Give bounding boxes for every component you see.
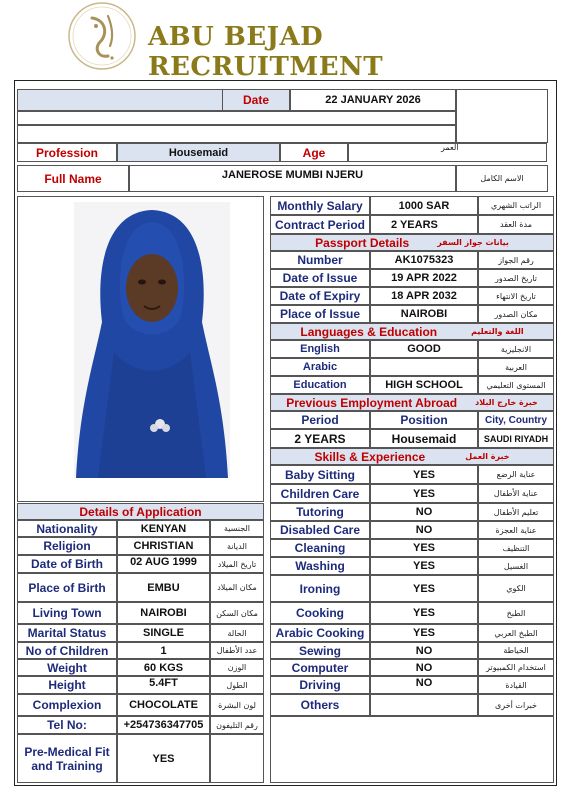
skills-title-ar: خبرة العمل: [465, 452, 510, 461]
skill-others-label: Others: [270, 694, 370, 716]
age-label: Age: [280, 143, 348, 162]
skill-ironing-label: Ironing: [270, 575, 370, 602]
skill-computer-ar: استخدام الكمبيوتر: [478, 659, 554, 676]
skill-ironing-ar: الكوي: [478, 575, 554, 602]
skill-children-care-value: YES: [370, 484, 478, 503]
passport-title-ar: بيانات جواز السفر: [437, 238, 509, 247]
logo-emblem-icon: [62, 0, 142, 72]
date-row-shade: [17, 89, 222, 111]
arabic-label: Arabic: [270, 358, 370, 376]
skill-driving-ar: القيادة: [478, 676, 554, 694]
skills-title: Skills & Experience: [314, 449, 426, 464]
fullname-ar: الاسم الكامل: [456, 165, 548, 192]
employment-country-value: SAUDI RIYADH: [478, 429, 554, 448]
religion-label: Religion: [17, 537, 117, 555]
place-of-birth-ar: مكان الميلاد: [210, 573, 264, 602]
premedical-blank: [210, 734, 264, 783]
skill-others-ar: خبرات أخرى: [478, 694, 554, 716]
employment-position-value: Housemaid: [370, 429, 478, 448]
skill-tutoring-label: Tutoring: [270, 503, 370, 521]
passport-issue-ar: تاريخ الصدور: [478, 269, 554, 287]
passport-place-label: Place of Issue: [270, 305, 370, 323]
candidate-photo: [74, 202, 230, 478]
age-value: [348, 143, 547, 162]
english-label: English: [270, 340, 370, 358]
skill-washing-label: Washing: [270, 557, 370, 575]
passport-number-value: AK1075323: [370, 251, 478, 269]
passport-expiry-ar: تاريخ الانتهاء: [478, 287, 554, 305]
employment-period-header: Period: [270, 411, 370, 429]
monthly-salary-ar: الراتب الشهري: [478, 196, 554, 215]
passport-section-title: [270, 234, 554, 251]
skill-disabled-care-value: NO: [370, 521, 478, 539]
languages-title: Languages & Education: [300, 324, 438, 339]
nationality-ar: الجنسية: [210, 520, 264, 537]
skill-tutoring-ar: تعليم الأطفال: [478, 503, 554, 521]
nationality-value: KENYAN: [117, 520, 210, 537]
skill-cooking-label: Cooking: [270, 602, 370, 624]
passport-issue-label: Date of Issue: [270, 269, 370, 287]
passport-place-value: NAIROBI: [370, 305, 478, 323]
skill-cooking-ar: الطبخ: [478, 602, 554, 624]
nationality-label: Nationality: [17, 520, 117, 537]
dob-value: 02 AUG 1999: [117, 555, 210, 573]
education-ar: المستوى التعليمي: [478, 376, 554, 394]
marital-status-label: Marital Status: [17, 624, 117, 642]
complexion-value: CHOCOLATE: [117, 694, 210, 716]
marital-status-ar: الحالة: [210, 624, 264, 642]
skill-tutoring-value: NO: [370, 503, 478, 521]
fullname-label: Full Name: [17, 165, 129, 192]
passport-issue-value: 19 APR 2022: [370, 269, 478, 287]
religion-ar: الديانة: [210, 537, 264, 555]
languages-section-title: [270, 323, 554, 340]
religion-value: CHRISTIAN: [117, 537, 210, 555]
person-photo-icon: [74, 202, 230, 478]
employment-country-header: City, Country: [478, 411, 554, 429]
skill-disabled-care-ar: عناية العجزة: [478, 521, 554, 539]
passport-title: Passport Details: [315, 235, 410, 250]
education-label: Education: [270, 376, 370, 394]
height-ar: الطول: [210, 676, 264, 694]
premedical-value: YES: [117, 734, 210, 783]
passport-place-ar: مكان الصدور: [478, 305, 554, 323]
date-value: 22 JANUARY 2026: [290, 89, 456, 111]
company-logo: [62, 0, 142, 72]
passport-number-label: Number: [270, 251, 370, 269]
skill-others-value: [370, 694, 478, 716]
english-ar: الانجليزية: [478, 340, 554, 358]
skill-children-care-label: Children Care: [270, 484, 370, 503]
skill-sewing-ar: الخياطة: [478, 642, 554, 659]
date-label: Date: [222, 89, 290, 111]
skill-driving-value: NO: [370, 676, 478, 694]
skill-cooking-value: YES: [370, 602, 478, 624]
skill-children-care-ar: عناية الأطفال: [478, 484, 554, 503]
tel-ar: رقم التليفون: [210, 716, 264, 734]
weight-value: 60 KGS: [117, 659, 210, 676]
skills-blank-area: [270, 716, 554, 783]
place-of-birth-label: Place of Birth: [17, 573, 117, 602]
arabic-ar: العربية: [478, 358, 554, 376]
height-value: 5.4FT: [117, 676, 210, 694]
skill-arabic-cooking-label: Arabic Cooking: [270, 624, 370, 642]
employment-period-value: 2 YEARS: [270, 429, 370, 448]
profession-label: Profession: [17, 143, 117, 162]
place-of-birth-value: EMBU: [117, 573, 210, 602]
date-row-sub: [17, 111, 456, 125]
passport-expiry-label: Date of Expiry: [270, 287, 370, 305]
dob-ar: تاريخ الميلاد: [210, 555, 264, 573]
skill-washing-ar: الغسيل: [478, 557, 554, 575]
skill-cleaning-ar: التنظيف: [478, 539, 554, 557]
english-value: GOOD: [370, 340, 478, 358]
skill-baby-sitting-ar: عناية الرضع: [478, 465, 554, 484]
employment-title: Previous Employment Abroad: [286, 395, 458, 410]
tel-label: Tel No:: [17, 716, 117, 734]
children-value: 1: [117, 642, 210, 659]
date-row-sub2: [17, 125, 456, 143]
tel-value: +254736347705: [117, 716, 210, 734]
weight-ar: الوزن: [210, 659, 264, 676]
skill-ironing-value: YES: [370, 575, 478, 602]
employment-title-ar: خبرة خارج البلاد: [475, 398, 538, 407]
marital-status-value: SINGLE: [117, 624, 210, 642]
skill-arabic-cooking-value: YES: [370, 624, 478, 642]
monthly-salary-value: 1000 SAR: [370, 196, 478, 215]
fullname-value: JANEROSE MUMBI NJERU: [129, 165, 456, 192]
skill-baby-sitting-label: Baby Sitting: [270, 465, 370, 484]
education-value: HIGH SCHOOL: [370, 376, 478, 394]
skill-sewing-label: Sewing: [270, 642, 370, 659]
skill-cleaning-value: YES: [370, 539, 478, 557]
skill-sewing-value: NO: [370, 642, 478, 659]
date-row-end: [456, 89, 548, 143]
children-label: No of Children: [17, 642, 117, 659]
skill-baby-sitting-value: YES: [370, 465, 478, 484]
employment-section-title: [270, 394, 554, 411]
monthly-salary-label: Monthly Salary: [270, 196, 370, 215]
arabic-value: [370, 358, 478, 376]
living-town-label: Living Town: [17, 602, 117, 624]
profession-value: Housemaid: [117, 143, 280, 162]
complexion-label: Complexion: [17, 694, 117, 716]
contract-period-value: 2 YEARS: [370, 215, 478, 234]
living-town-ar: مكان السكن: [210, 602, 264, 624]
complexion-ar: لون البشرة: [210, 694, 264, 716]
employment-position-header: Position: [370, 411, 478, 429]
premedical-label: Pre-Medical Fit and Training: [17, 734, 117, 783]
languages-title-ar: اللغة والتعليم: [471, 327, 524, 336]
skill-cleaning-label: Cleaning: [270, 539, 370, 557]
skill-washing-value: YES: [370, 557, 478, 575]
dob-label: Date of Birth: [17, 555, 117, 573]
skills-section-title: [270, 448, 554, 465]
application-section-title: Details of Application: [17, 503, 264, 520]
skill-disabled-care-label: Disabled Care: [270, 521, 370, 539]
passport-number-ar: رقم الجواز: [478, 251, 554, 269]
contract-period-ar: مدة العقد: [478, 215, 554, 234]
age-ar: العمر: [441, 143, 459, 152]
skill-driving-label: Driving: [270, 676, 370, 694]
living-town-value: NAIROBI: [117, 602, 210, 624]
skill-computer-value: NO: [370, 659, 478, 676]
height-label: Height: [17, 676, 117, 694]
passport-expiry-value: 18 APR 2032: [370, 287, 478, 305]
skill-arabic-cooking-ar: الطبخ العربي: [478, 624, 554, 642]
company-name: ABU BEJAD RECRUITMENT: [148, 22, 384, 82]
weight-label: Weight: [17, 659, 117, 676]
contract-period-label: Contract Period: [270, 215, 370, 234]
skill-computer-label: Computer: [270, 659, 370, 676]
children-ar: عدد الأطفال: [210, 642, 264, 659]
